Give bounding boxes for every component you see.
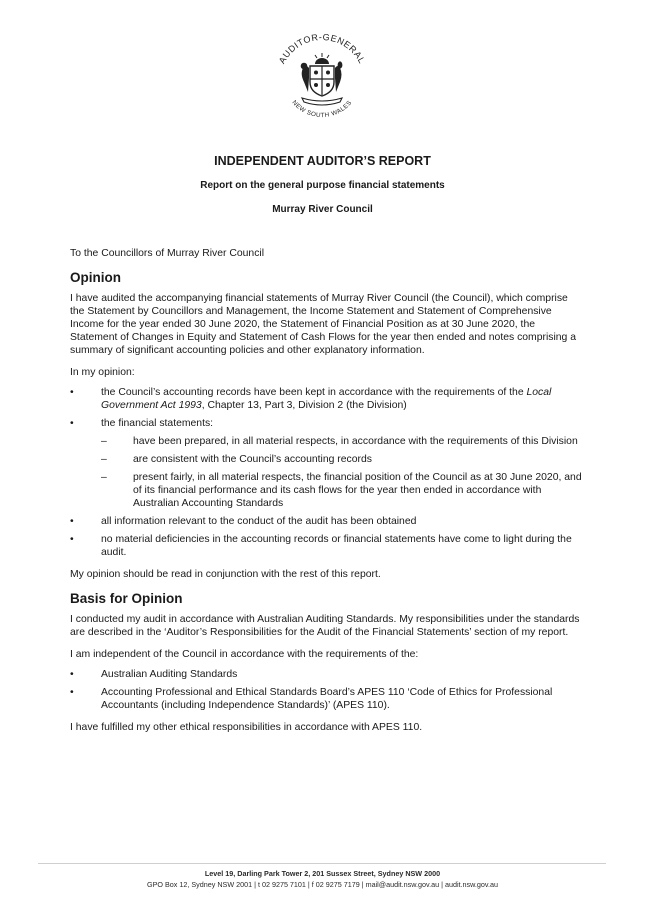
bullet-marker: • bbox=[70, 418, 74, 429]
footer-address: Level 19, Darling Park Tower 2, 201 Sussex Street, Sydney NSW 2000 bbox=[204, 869, 441, 878]
sub-list-item: – present fairly, in all material respects, the financial position of the Council as at 30 June 2020, and of its financial performance and its cash flows for the year then ended in accordance with Australian Accounting Standards bbox=[101, 472, 582, 509]
opinion-intro: In my opinion: bbox=[70, 367, 135, 378]
basis-paragraph: I conducted my audit in accordance with Australian Auditing Standards. My responsibilities under the standards are described in the ‘Auditor’s Responsibilities for the Audit of the Financial Statements’ section of my report. bbox=[70, 614, 580, 638]
opinion-closing: My opinion should be read in conjunction with the rest of this report. bbox=[70, 569, 381, 580]
list-item: • Accounting Professional and Ethical Standards Board’s APES 110 ‘Code of Ethics for Professional Accountants (including Independence Standards)’ (APES 110). bbox=[70, 687, 553, 711]
list-item: • no material deficiencies in the accounting records or financial statements have come to light during the audit. bbox=[70, 534, 572, 558]
basis-heading: Basis for Opinion bbox=[70, 591, 183, 606]
report-body bbox=[70, 247, 582, 734]
sub-list bbox=[101, 435, 582, 510]
sub-list-item: – have been prepared, in all material respects, in accordance with the requirements of this Division bbox=[101, 436, 578, 447]
addressee: To the Councillors of Murray River Council bbox=[70, 248, 265, 259]
opinion-bullet-list bbox=[70, 386, 582, 559]
auditor-general-seal-logo bbox=[266, 22, 378, 134]
coat-of-arms-icon bbox=[301, 53, 343, 105]
bullet-marker: • bbox=[70, 687, 74, 698]
list-item: • the Council’s accounting records have been kept in accordance with the requirements of the Local Government Act 1993, Chapter 13, Part 3, Division 2 (the Division) bbox=[70, 387, 552, 411]
act-title: Local Government Act 1993 bbox=[101, 387, 552, 411]
opinion-paragraph: I have audited the accompanying financial statements of Murray River Council (the Council), which comprise the Statement by Councillors and Management, the Income Statement and Statement of Comprehensive Income for the year ended 30 June 2020, the Statement of Financial Position as at 30 June 2020, the Statement of Changes in Equity and Statement of Cash Flows for the year then ended and notes comprising a summary of significant accounting policies and other explanatory information. bbox=[70, 293, 576, 356]
footer-contact: GPO Box 12, Sydney NSW 2001 | t 02 9275 7101 | f 02 9275 7179 | mail@audit.nsw.gov.au | audit.nsw.gov.au bbox=[147, 880, 498, 889]
dash-marker: – bbox=[101, 436, 107, 447]
bullet-marker: • bbox=[70, 669, 74, 680]
dash-marker: – bbox=[101, 472, 107, 483]
entity-name: Murray River Council bbox=[272, 204, 373, 215]
sub-list-item: – are consistent with the Council’s accounting records bbox=[101, 454, 372, 465]
dash-marker: – bbox=[101, 454, 107, 465]
basis-closing: I have fulfilled my other ethical responsibilities in accordance with APES 110. bbox=[70, 722, 423, 733]
bullet-marker: • bbox=[70, 387, 74, 398]
footer-divider bbox=[38, 863, 606, 864]
basis-bullet-list bbox=[70, 668, 582, 712]
opinion-heading: Opinion bbox=[70, 270, 121, 285]
report-subtitle: Report on the general purpose financial statements bbox=[200, 180, 445, 191]
report-title: INDEPENDENT AUDITOR’S REPORT bbox=[214, 154, 431, 168]
seal-bottom-text: NEW SOUTH WALES bbox=[290, 99, 354, 120]
list-item: • the financial statements: – have been prepared, in all material respects, in accordance with the requirements of this Division – are consistent with the Council’s accounting records – present fairly, in all material respects, the financial position of the Council as at 30 June 2020, and of its financial performance and its cash flows for the year then ended in accordance with Australian Accounting Standards bbox=[70, 418, 582, 509]
list-item: • Australian Auditing Standards bbox=[70, 669, 238, 680]
seal-top-text: AUDITOR-GENERAL bbox=[276, 31, 368, 66]
list-item: • all information relevant to the conduct of the audit has been obtained bbox=[70, 516, 417, 527]
bullet-marker: • bbox=[70, 516, 74, 527]
basis-intro: I am independent of the Council in accordance with the requirements of the: bbox=[70, 649, 419, 660]
bullet-marker: • bbox=[70, 534, 74, 545]
